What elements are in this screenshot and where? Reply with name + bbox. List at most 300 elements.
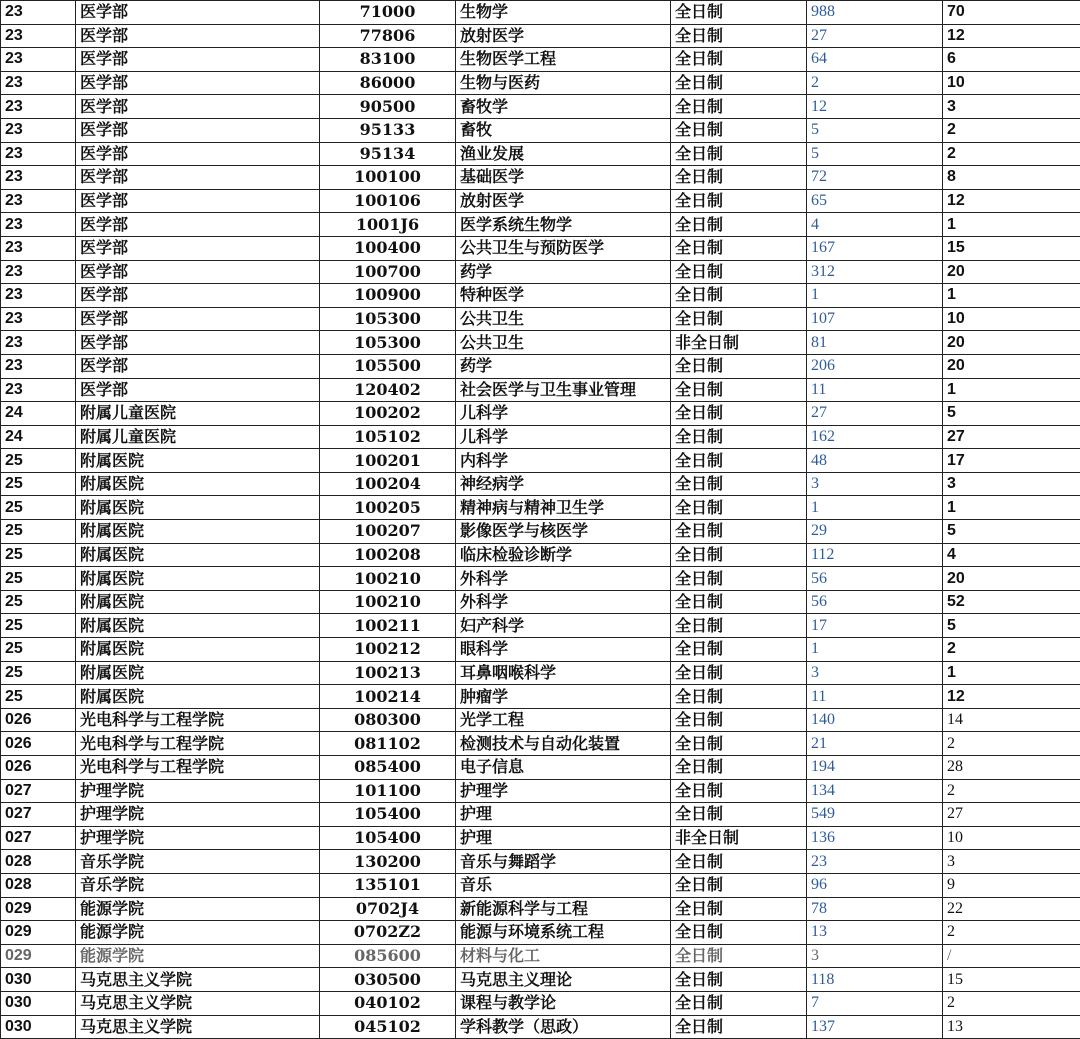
cell-quota: 4: [943, 543, 1080, 567]
cell-major-code: 135101: [320, 873, 456, 897]
cell-major-code: 105400: [320, 826, 456, 850]
cell-major-code: 100201: [320, 449, 456, 473]
cell-department: 附属医院: [76, 449, 320, 473]
table-row: [1, 354, 1080, 378]
cell-study-mode: 全日制: [671, 307, 807, 331]
cell-major-name: 药学: [456, 260, 671, 284]
cell-department: 医学部: [76, 354, 320, 378]
cell-major-code: 085600: [320, 944, 456, 968]
table-row: [1, 166, 1080, 190]
cell-department-id: 030: [1, 968, 76, 992]
cell-quota: 20: [943, 260, 1080, 284]
table-row: [1, 897, 1080, 921]
cell-study-mode: 全日制: [671, 236, 807, 260]
cell-department: 光电科学与工程学院: [76, 756, 320, 780]
cell-department: 附属医院: [76, 567, 320, 591]
table-row: [1, 520, 1080, 544]
cell-major-name: 渔业发展: [456, 142, 671, 166]
cell-department-id: 029: [1, 897, 76, 921]
cell-department-id: 25: [1, 449, 76, 473]
cell-study-mode: 全日制: [671, 472, 807, 496]
cell-department-id: 25: [1, 638, 76, 662]
cell-study-mode: 全日制: [671, 189, 807, 213]
cell-applicant-count: 134: [807, 779, 943, 803]
cell-applicant-count: 194: [807, 756, 943, 780]
cell-study-mode: 全日制: [671, 850, 807, 874]
cell-department: 医学部: [76, 307, 320, 331]
cell-major-name: 公共卫生: [456, 307, 671, 331]
cell-quota: 2: [943, 638, 1080, 662]
cell-quota: 10: [943, 307, 1080, 331]
table-row: [1, 873, 1080, 897]
cell-major-name: 精神病与精神卫生学: [456, 496, 671, 520]
table-row: [1, 118, 1080, 142]
cell-department-id: 25: [1, 567, 76, 591]
cell-department-id: 23: [1, 354, 76, 378]
cell-department: 附属医院: [76, 472, 320, 496]
cell-major-code: 86000: [320, 71, 456, 95]
cell-department: 附属医院: [76, 496, 320, 520]
cell-major-name: 眼科学: [456, 638, 671, 662]
table-row: [1, 756, 1080, 780]
cell-department-id: 25: [1, 614, 76, 638]
table-row: [1, 826, 1080, 850]
cell-study-mode: 全日制: [671, 779, 807, 803]
cell-major-code: 0702J4: [320, 897, 456, 921]
cell-department: 马克思主义学院: [76, 968, 320, 992]
cell-department-id: 25: [1, 685, 76, 709]
cell-department-id: 23: [1, 118, 76, 142]
table-row: [1, 496, 1080, 520]
cell-study-mode: 全日制: [671, 732, 807, 756]
cell-applicant-count: 1: [807, 284, 943, 308]
cell-quota: 2: [943, 118, 1080, 142]
table-row: [1, 1015, 1080, 1039]
table-row: [1, 685, 1080, 709]
cell-study-mode: 全日制: [671, 213, 807, 237]
cell-quota: 2: [943, 142, 1080, 166]
cell-applicant-count: 23: [807, 850, 943, 874]
cell-applicant-count: 988: [807, 1, 943, 25]
cell-applicant-count: 48: [807, 449, 943, 473]
cell-major-name: 公共卫生: [456, 331, 671, 355]
cell-applicant-count: 140: [807, 708, 943, 732]
cell-department-id: 23: [1, 1, 76, 25]
cell-quota: 6: [943, 48, 1080, 72]
cell-major-code: 101100: [320, 779, 456, 803]
cell-department: 光电科学与工程学院: [76, 708, 320, 732]
cell-major-name: 音乐与舞蹈学: [456, 850, 671, 874]
cell-department: 附属医院: [76, 661, 320, 685]
cell-quota: 20: [943, 354, 1080, 378]
cell-applicant-count: 56: [807, 567, 943, 591]
cell-major-name: 基础医学: [456, 166, 671, 190]
cell-department: 医学部: [76, 118, 320, 142]
cell-major-code: 100900: [320, 284, 456, 308]
table-body: [1, 1, 1080, 1039]
table-row: [1, 402, 1080, 426]
cell-major-name: 放射医学: [456, 189, 671, 213]
cell-major-code: 100100: [320, 166, 456, 190]
cell-applicant-count: 112: [807, 543, 943, 567]
cell-major-name: 电子信息: [456, 756, 671, 780]
cell-study-mode: 全日制: [671, 449, 807, 473]
table-row: [1, 803, 1080, 827]
cell-major-name: 公共卫生与预防医学: [456, 236, 671, 260]
cell-department: 医学部: [76, 71, 320, 95]
cell-department-id: 25: [1, 590, 76, 614]
cell-major-name: 畜牧: [456, 118, 671, 142]
cell-study-mode: 全日制: [671, 756, 807, 780]
cell-quota: 2: [943, 991, 1080, 1015]
cell-study-mode: 全日制: [671, 991, 807, 1015]
cell-quota: 2: [943, 921, 1080, 945]
cell-study-mode: 全日制: [671, 1, 807, 25]
table-row: [1, 638, 1080, 662]
table-row: [1, 307, 1080, 331]
cell-major-name: 放射医学: [456, 24, 671, 48]
cell-department-id: 23: [1, 236, 76, 260]
cell-quota: 1: [943, 284, 1080, 308]
cell-applicant-count: 81: [807, 331, 943, 355]
cell-department-id: 030: [1, 1015, 76, 1039]
cell-department: 医学部: [76, 331, 320, 355]
cell-applicant-count: 17: [807, 614, 943, 638]
cell-major-name: 生物与医药: [456, 71, 671, 95]
cell-applicant-count: 27: [807, 402, 943, 426]
cell-study-mode: 全日制: [671, 968, 807, 992]
table-row: [1, 425, 1080, 449]
cell-major-code: 105300: [320, 331, 456, 355]
table-row: [1, 48, 1080, 72]
cell-department-id: 24: [1, 425, 76, 449]
cell-department-id: 25: [1, 520, 76, 544]
cell-study-mode: 非全日制: [671, 331, 807, 355]
cell-department-id: 029: [1, 921, 76, 945]
cell-major-name: 妇产科学: [456, 614, 671, 638]
cell-quota: /: [943, 944, 1080, 968]
table-row: [1, 850, 1080, 874]
cell-department: 音乐学院: [76, 873, 320, 897]
cell-applicant-count: 13: [807, 921, 943, 945]
cell-quota: 28: [943, 756, 1080, 780]
cell-department: 医学部: [76, 1, 320, 25]
cell-study-mode: 全日制: [671, 284, 807, 308]
table-row: [1, 1, 1080, 25]
cell-study-mode: 全日制: [671, 638, 807, 662]
cell-department-id: 23: [1, 260, 76, 284]
cell-study-mode: 全日制: [671, 685, 807, 709]
cell-major-code: 081102: [320, 732, 456, 756]
cell-department: 医学部: [76, 213, 320, 237]
cell-major-name: 影像医学与核医学: [456, 520, 671, 544]
cell-major-code: 1001J6: [320, 213, 456, 237]
cell-department: 马克思主义学院: [76, 1015, 320, 1039]
cell-major-name: 社会医学与卫生事业管理: [456, 378, 671, 402]
cell-quota: 9: [943, 873, 1080, 897]
cell-applicant-count: 4: [807, 213, 943, 237]
cell-quota: 3: [943, 95, 1080, 119]
cell-major-code: 100205: [320, 496, 456, 520]
cell-quota: 8: [943, 166, 1080, 190]
table-row: [1, 944, 1080, 968]
cell-study-mode: 全日制: [671, 708, 807, 732]
cell-quota: 70: [943, 1, 1080, 25]
cell-major-code: 95134: [320, 142, 456, 166]
cell-department: 医学部: [76, 189, 320, 213]
cell-quota: 12: [943, 189, 1080, 213]
cell-major-name: 学科教学（思政）: [456, 1015, 671, 1039]
cell-major-name: 马克思主义理论: [456, 968, 671, 992]
cell-applicant-count: 11: [807, 378, 943, 402]
cell-study-mode: 非全日制: [671, 826, 807, 850]
cell-study-mode: 全日制: [671, 614, 807, 638]
cell-applicant-count: 118: [807, 968, 943, 992]
cell-study-mode: 全日制: [671, 402, 807, 426]
cell-applicant-count: 2: [807, 71, 943, 95]
cell-quota: 22: [943, 897, 1080, 921]
cell-department-id: 026: [1, 708, 76, 732]
cell-study-mode: 全日制: [671, 496, 807, 520]
cell-applicant-count: 11: [807, 685, 943, 709]
cell-department-id: 026: [1, 756, 76, 780]
cell-department-id: 027: [1, 803, 76, 827]
cell-major-code: 100208: [320, 543, 456, 567]
cell-department: 光电科学与工程学院: [76, 732, 320, 756]
cell-quota: 1: [943, 661, 1080, 685]
cell-major-code: 77806: [320, 24, 456, 48]
cell-department-id: 23: [1, 71, 76, 95]
cell-department-id: 25: [1, 472, 76, 496]
table-row: [1, 732, 1080, 756]
table-row: [1, 260, 1080, 284]
cell-major-code: 040102: [320, 991, 456, 1015]
cell-department-id: 23: [1, 166, 76, 190]
cell-department: 医学部: [76, 260, 320, 284]
cell-applicant-count: 56: [807, 590, 943, 614]
table-row: [1, 331, 1080, 355]
cell-quota: 2: [943, 779, 1080, 803]
cell-department-id: 24: [1, 402, 76, 426]
table-row: [1, 236, 1080, 260]
cell-quota: 12: [943, 685, 1080, 709]
table-row: [1, 567, 1080, 591]
cell-quota: 5: [943, 520, 1080, 544]
cell-major-name: 音乐: [456, 873, 671, 897]
cell-major-code: 105102: [320, 425, 456, 449]
cell-applicant-count: 7: [807, 991, 943, 1015]
cell-department: 音乐学院: [76, 850, 320, 874]
cell-study-mode: 全日制: [671, 95, 807, 119]
cell-quota: 20: [943, 331, 1080, 355]
cell-department-id: 028: [1, 850, 76, 874]
cell-department-id: 027: [1, 826, 76, 850]
table-row: [1, 921, 1080, 945]
cell-study-mode: 全日制: [671, 944, 807, 968]
cell-study-mode: 全日制: [671, 118, 807, 142]
cell-major-name: 新能源科学与工程: [456, 897, 671, 921]
cell-department-id: 23: [1, 213, 76, 237]
cell-major-code: 100204: [320, 472, 456, 496]
cell-applicant-count: 3: [807, 944, 943, 968]
cell-major-name: 内科学: [456, 449, 671, 473]
cell-major-code: 100211: [320, 614, 456, 638]
cell-department: 医学部: [76, 24, 320, 48]
cell-applicant-count: 3: [807, 472, 943, 496]
cell-applicant-count: 136: [807, 826, 943, 850]
cell-study-mode: 全日制: [671, 1015, 807, 1039]
cell-major-name: 外科学: [456, 567, 671, 591]
cell-department: 马克思主义学院: [76, 991, 320, 1015]
cell-major-code: 120402: [320, 378, 456, 402]
cell-applicant-count: 1: [807, 638, 943, 662]
cell-study-mode: 全日制: [671, 425, 807, 449]
cell-department-id: 026: [1, 732, 76, 756]
cell-quota: 10: [943, 71, 1080, 95]
cell-applicant-count: 78: [807, 897, 943, 921]
cell-study-mode: 全日制: [671, 921, 807, 945]
cell-major-code: 95133: [320, 118, 456, 142]
cell-major-code: 100700: [320, 260, 456, 284]
cell-quota: 15: [943, 968, 1080, 992]
cell-major-name: 畜牧学: [456, 95, 671, 119]
cell-quota: 3: [943, 850, 1080, 874]
cell-major-name: 神经病学: [456, 472, 671, 496]
cell-department: 护理学院: [76, 779, 320, 803]
cell-quota: 13: [943, 1015, 1080, 1039]
cell-major-code: 100207: [320, 520, 456, 544]
cell-department: 附属医院: [76, 520, 320, 544]
cell-quota: 10: [943, 826, 1080, 850]
table-row: [1, 779, 1080, 803]
cell-major-name: 儿科学: [456, 425, 671, 449]
cell-department: 医学部: [76, 95, 320, 119]
table-row: [1, 968, 1080, 992]
cell-applicant-count: 167: [807, 236, 943, 260]
cell-department: 附属医院: [76, 543, 320, 567]
cell-study-mode: 全日制: [671, 260, 807, 284]
cell-applicant-count: 5: [807, 142, 943, 166]
cell-major-code: 105300: [320, 307, 456, 331]
cell-applicant-count: 137: [807, 1015, 943, 1039]
cell-major-name: 光学工程: [456, 708, 671, 732]
cell-department-id: 23: [1, 142, 76, 166]
table-row: [1, 543, 1080, 567]
cell-applicant-count: 1: [807, 496, 943, 520]
cell-applicant-count: 3: [807, 661, 943, 685]
cell-applicant-count: 12: [807, 95, 943, 119]
table-row: [1, 95, 1080, 119]
cell-major-code: 100210: [320, 590, 456, 614]
cell-study-mode: 全日制: [671, 142, 807, 166]
cell-major-name: 护理: [456, 803, 671, 827]
cell-quota: 3: [943, 472, 1080, 496]
cell-study-mode: 全日制: [671, 378, 807, 402]
cell-major-code: 100400: [320, 236, 456, 260]
cell-major-code: 030500: [320, 968, 456, 992]
table-row: [1, 472, 1080, 496]
cell-study-mode: 全日制: [671, 567, 807, 591]
cell-department: 医学部: [76, 236, 320, 260]
cell-department-id: 23: [1, 284, 76, 308]
table-row: [1, 71, 1080, 95]
table-row: [1, 284, 1080, 308]
cell-major-name: 生物医学工程: [456, 48, 671, 72]
cell-department-id: 23: [1, 95, 76, 119]
cell-study-mode: 全日制: [671, 48, 807, 72]
cell-study-mode: 全日制: [671, 803, 807, 827]
cell-department: 附属医院: [76, 614, 320, 638]
table-row: [1, 378, 1080, 402]
cell-department: 能源学院: [76, 921, 320, 945]
table-row: [1, 142, 1080, 166]
table-row: [1, 449, 1080, 473]
cell-department: 附属儿童医院: [76, 425, 320, 449]
cell-department: 医学部: [76, 48, 320, 72]
cell-major-code: 100106: [320, 189, 456, 213]
cell-department: 医学部: [76, 142, 320, 166]
cell-major-name: 材料与化工: [456, 944, 671, 968]
cell-applicant-count: 107: [807, 307, 943, 331]
cell-major-code: 90500: [320, 95, 456, 119]
cell-study-mode: 全日制: [671, 543, 807, 567]
cell-major-code: 100213: [320, 661, 456, 685]
cell-department: 附属儿童医院: [76, 402, 320, 426]
cell-major-code: 130200: [320, 850, 456, 874]
cell-major-name: 课程与教学论: [456, 991, 671, 1015]
cell-department: 附属医院: [76, 685, 320, 709]
cell-department-id: 23: [1, 48, 76, 72]
cell-major-name: 生物学: [456, 1, 671, 25]
cell-department: 护理学院: [76, 803, 320, 827]
cell-applicant-count: 27: [807, 24, 943, 48]
cell-major-code: 100214: [320, 685, 456, 709]
cell-applicant-count: 21: [807, 732, 943, 756]
cell-major-name: 医学系统生物学: [456, 213, 671, 237]
cell-applicant-count: 162: [807, 425, 943, 449]
cell-quota: 52: [943, 590, 1080, 614]
cell-study-mode: 全日制: [671, 166, 807, 190]
cell-department: 医学部: [76, 284, 320, 308]
cell-quota: 2: [943, 732, 1080, 756]
cell-department-id: 25: [1, 543, 76, 567]
cell-major-name: 能源与环境系统工程: [456, 921, 671, 945]
cell-major-name: 儿科学: [456, 402, 671, 426]
cell-study-mode: 全日制: [671, 873, 807, 897]
cell-major-code: 100210: [320, 567, 456, 591]
cell-applicant-count: 65: [807, 189, 943, 213]
table-row: [1, 661, 1080, 685]
cell-major-name: 特种医学: [456, 284, 671, 308]
cell-department-id: 027: [1, 779, 76, 803]
cell-department-id: 25: [1, 661, 76, 685]
cell-major-name: 肿瘤学: [456, 685, 671, 709]
cell-study-mode: 全日制: [671, 24, 807, 48]
cell-quota: 14: [943, 708, 1080, 732]
cell-department-id: 23: [1, 378, 76, 402]
cell-major-code: 0702Z2: [320, 921, 456, 945]
cell-study-mode: 全日制: [671, 520, 807, 544]
table-row: [1, 24, 1080, 48]
cell-study-mode: 全日制: [671, 897, 807, 921]
cell-quota: 5: [943, 614, 1080, 638]
cell-major-code: 080300: [320, 708, 456, 732]
cell-department: 护理学院: [76, 826, 320, 850]
cell-department-id: 028: [1, 873, 76, 897]
cell-department: 附属医院: [76, 638, 320, 662]
cell-applicant-count: 29: [807, 520, 943, 544]
cell-department-id: 23: [1, 307, 76, 331]
